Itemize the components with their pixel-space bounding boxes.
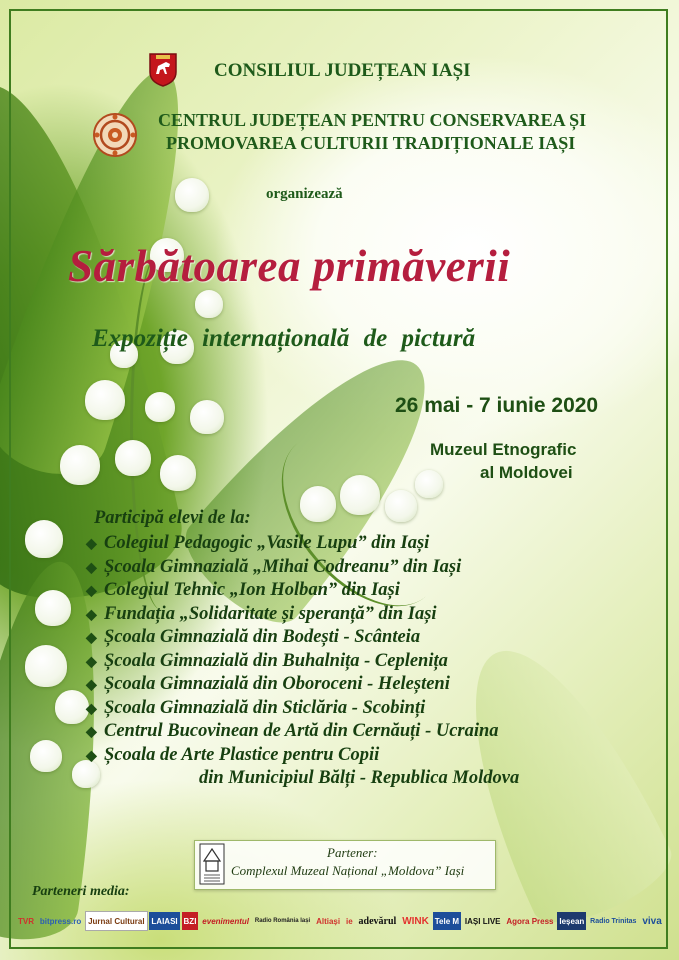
partner-box xyxy=(194,840,496,890)
media-logo: BZI xyxy=(182,912,199,930)
center-name-line2: PROMOVAREA CULTURII TRADIȚIONALE IAȘI xyxy=(166,133,576,153)
media-logo: ie xyxy=(345,916,353,926)
bullet-icon: ◆ xyxy=(86,560,97,576)
bullet-icon: ◆ xyxy=(86,607,97,623)
list-item: ◆ Școala Gimnazială din Buhalnița - Ceplenița xyxy=(86,650,519,674)
bullet-icon: ◆ xyxy=(86,678,97,693)
list-item: ◆ Școala de Arte Plastice pentru Copii xyxy=(86,744,519,768)
event-subtitle: Expoziție internațională de pictură xyxy=(92,325,476,352)
bullet-icon: ◆ xyxy=(86,701,97,717)
council-name: CONSILIUL JUDEȚEAN IAȘI xyxy=(214,60,471,81)
media-logo: bitpress.ro xyxy=(39,916,82,926)
media-logo: Ieșean xyxy=(557,912,586,930)
museum-logo-icon xyxy=(199,843,225,885)
partner-name: Complexul Muzeal Național „Moldova” Iași xyxy=(231,863,465,878)
list-item: ◆ Școala Gimnazială din Sticlăria - Scobinți xyxy=(86,697,519,721)
bullet-icon: ◆ xyxy=(86,631,97,646)
event-title: Sărbătoarea primăverii xyxy=(68,241,511,291)
bullet-icon: ◆ xyxy=(86,654,97,670)
media-logo: viva xyxy=(642,915,662,927)
media-logo: WINK xyxy=(402,915,429,927)
media-logos-row xyxy=(16,909,664,933)
media-logo: Altiași xyxy=(316,916,341,926)
media-logo: adevărul xyxy=(358,915,397,927)
media-logo: LAIASI xyxy=(149,912,179,930)
venue-line1: Muzeul Etnografic xyxy=(430,440,577,459)
council-coat-of-arms-icon xyxy=(148,52,178,88)
list-item-continuation: din Municipiul Bălți - Republica Moldova xyxy=(199,768,520,788)
list-item: ◆ Școala Gimnazială din Bodești - Scânteia xyxy=(86,626,519,650)
participants-list xyxy=(86,532,519,791)
media-logo: evenimentul xyxy=(202,916,249,926)
media-logo: TVR xyxy=(18,916,34,926)
bullet-icon: ◆ xyxy=(86,537,97,552)
list-item: ◆ Colegiul Pedagogic „Vasile Lupu” din Iași xyxy=(86,532,519,556)
media-logo: Radio România Iași xyxy=(254,918,311,924)
list-item: ◆ Colegiul Tehnic „Ion Holban” din Iași xyxy=(86,579,519,603)
bullet-icon: ◆ xyxy=(86,748,97,764)
bullet-icon: ◆ xyxy=(86,584,97,599)
list-item: ◆ Fundația „Solidaritate și speranță” din Iași xyxy=(86,603,519,627)
organizes-label: organizează xyxy=(266,186,343,202)
media-logo: IAȘI LIVE xyxy=(464,916,501,926)
center-logo-icon xyxy=(92,112,138,158)
list-item: ◆ Centrul Bucovinean de Artă din Cernăuți - Ucraina xyxy=(86,720,519,744)
list-item: ◆ Școala Gimnazială „Mihai Codreanu” din Iași xyxy=(86,556,519,580)
list-item: ◆ Școala Gimnazială din Oboroceni - Heleșteni xyxy=(86,673,519,697)
media-logo: Jurnal Cultural xyxy=(85,911,147,931)
partner-label: Partener: xyxy=(327,845,378,860)
media-logo: Agora Press xyxy=(506,916,554,926)
center-name-line1: CENTRUL JUDEȚEAN PENTRU CONSERVAREA ȘI xyxy=(158,110,587,130)
media-logo: Radio Trinitas xyxy=(590,917,637,925)
venue-line2: al Moldovei xyxy=(480,463,573,482)
media-logo: Tele M xyxy=(433,912,461,930)
media-partners-label: Parteneri media: xyxy=(32,884,130,899)
participants-intro: Participă elevi de la: xyxy=(94,508,251,528)
event-dates: 26 mai - 7 iunie 2020 xyxy=(395,394,599,417)
bullet-icon: ◆ xyxy=(86,725,97,740)
